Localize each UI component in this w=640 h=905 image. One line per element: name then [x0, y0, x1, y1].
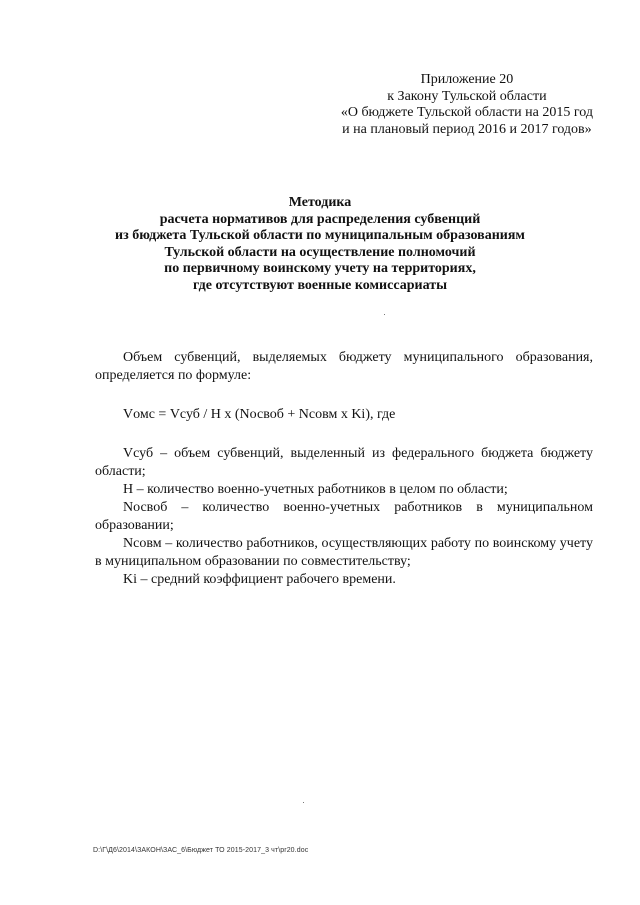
- title-line-4: по первичному воинскому учету на территориях,: [164, 261, 476, 276]
- definition-vsub: Vсуб – объем субвенций, выделенный из федерального бюджета бюджету области;: [95, 446, 593, 479]
- title-line-2: из бюджета Тульской области по муниципальным образованиям: [115, 228, 525, 243]
- law-title-line-2: и на плановый период 2016 и 2017 годов»: [342, 121, 592, 137]
- appendix-header: [341, 72, 593, 138]
- scan-speck: [303, 802, 304, 803]
- law-title-line-1: «О бюджете Тульской области на 2015 год: [340, 105, 593, 120]
- definition-nsovm: Nсовм – количество работников, осуществляющих работу по воинскому учету в муниципальном образовании по совместительству;: [95, 536, 593, 569]
- file-path-footer: D:\Г\Д6\2014\ЗАКОН\ЗАС_6\Бюджет ТО 2015-2017_3 чт\pr20.doc: [93, 847, 309, 854]
- intro-paragraph: Объем субвенций, выделяемых бюджету муниципального образования, определяется по формуле:: [95, 350, 593, 383]
- document-title: [100, 195, 540, 294]
- formula: Vомс = Vсуб / Н х (Nосвоб + Nсовм х Ki), где: [123, 407, 396, 422]
- definition-n: Н – количество военно-учетных работников в целом по области;: [123, 482, 508, 497]
- law-reference: к Закону Тульской области: [387, 88, 547, 104]
- title-line-5: где отсутствуют военные комиссариаты: [192, 277, 448, 293]
- definition-nosvob: Nосвоб – количество военно-учетных работников в муниципальном образовании;: [95, 500, 593, 533]
- appendix-number: Приложение 20: [420, 72, 514, 87]
- title-heading: Методика: [288, 195, 352, 210]
- document-body: [95, 349, 593, 589]
- title-line-1: расчета нормативов для распределения субвенций: [159, 211, 481, 227]
- title-line-3: Тульской области на осуществление полномочий: [164, 244, 476, 260]
- scan-speck: [384, 314, 385, 315]
- definition-ki: Ki – средний коэффициент рабочего времени.: [123, 572, 396, 587]
